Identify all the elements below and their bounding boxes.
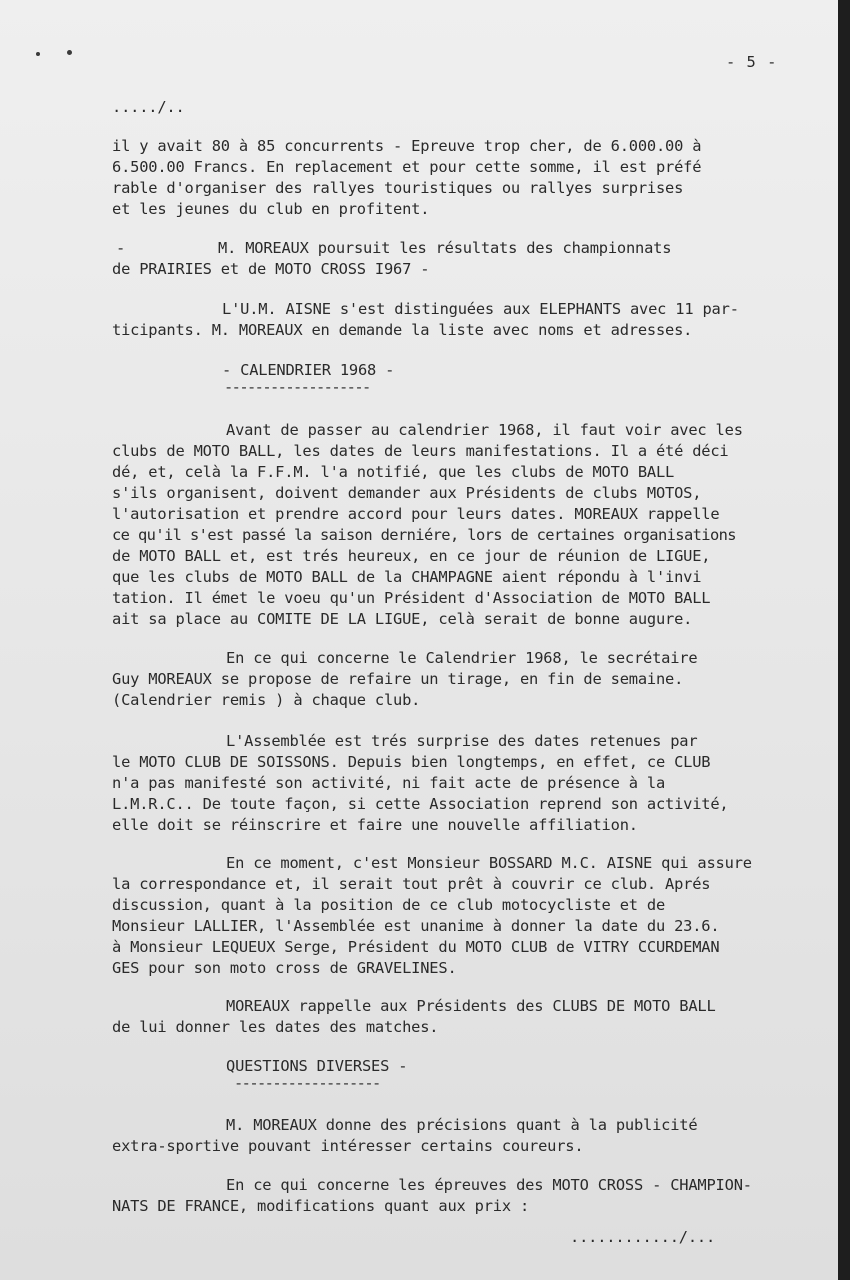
paragraph-line: L'U.M. AISNE s'est distinguées aux ELEPHANTS avec 11 par- (222, 300, 739, 318)
paragraph-line: GES pour son moto cross de GRAVELINES. (112, 959, 457, 977)
paragraph-line: MOREAUX rappelle aux Présidents des CLUBS DE MOTO BALL (226, 997, 716, 1015)
paragraph-line: il y avait 80 à 85 concurrents - Epreuve trop cher, de 6.000.00 à (112, 137, 702, 155)
paragraph-line: de PRAIRIES et de MOTO CROSS I967 - (112, 260, 430, 278)
paragraph-line: En ce qui concerne les épreuves des MOTO CROSS - CHAMPION- (226, 1176, 752, 1194)
heading-underline: ------------------- (234, 1074, 380, 1092)
punch-hole-mark (36, 52, 40, 56)
paragraph-line: Avant de passer au calendrier 1968, il faut voir avec les (226, 421, 743, 439)
page-number: - 5 - (726, 53, 778, 71)
list-dash: - (116, 239, 126, 257)
paragraph-line: discussion, quant à la position de ce club motocycliste et de (112, 896, 666, 914)
paragraph-line: dé, et, celà la F.F.M. l'a notifié, que les clubs de MOTO BALL (112, 463, 675, 481)
paragraph-line: s'ils organisent, doivent demander aux Présidents de clubs MOTOS, (112, 484, 702, 502)
paragraph-line: NATS DE FRANCE, modifications quant aux prix : (112, 1197, 530, 1215)
paragraph-line: et les jeunes du club en profitent. (112, 200, 430, 218)
punch-hole-mark (67, 50, 72, 55)
paragraph-line: à Monsieur LEQUEUX Serge, Président du MOTO CLUB de VITRY CCURDEMAN (112, 938, 720, 956)
paragraph-line: L.M.R.C.. De toute façon, si cette Association reprend son activité, (112, 795, 729, 813)
paragraph-line: (Calendrier remis ) à chaque club. (112, 691, 421, 709)
paragraph-line: l'autorisation et prendre accord pour leurs dates. MOREAUX rappelle (112, 505, 720, 523)
paragraph-line: n'a pas manifesté son activité, ni fait acte de présence à la (112, 774, 666, 792)
paragraph-line: ticipants. M. MOREAUX en demande la liste avec noms et adresses. (112, 321, 693, 339)
paragraph-line: que les clubs de MOTO BALL de la CHAMPAGNE aient répondu à l'invi (112, 568, 702, 586)
section-heading-calendrier: - CALENDRIER 1968 - (222, 361, 395, 379)
paragraph-line: rable d'organiser des rallyes touristiques ou rallyes surprises (112, 179, 684, 197)
continuation-top: ...../.. (112, 98, 185, 116)
paragraph-line: de lui donner les dates des matches. (112, 1018, 439, 1036)
heading-underline: ------------------- (224, 378, 370, 396)
paragraph-line: ce qu'il s'est passé la saison derniére, lors de certaines organisations (112, 526, 736, 544)
paragraph-line: En ce qui concerne le Calendrier 1968, le secrétaire (226, 649, 698, 667)
paragraph-line: En ce moment, c'est Monsieur BOSSARD M.C. AISNE qui assure (226, 854, 752, 872)
paragraph-line: M. MOREAUX poursuit les résultats des championnats (218, 239, 672, 257)
paragraph-line: M. MOREAUX donne des précisions quant à la publicité (226, 1116, 698, 1134)
paragraph-line: 6.500.00 Francs. En replacement et pour cette somme, il est préfé (112, 158, 702, 176)
continuation-bottom: ............/... (570, 1228, 716, 1246)
paragraph-line: L'Assemblée est trés surprise des dates retenues par (226, 732, 698, 750)
paragraph-line: le MOTO CLUB DE SOISSONS. Depuis bien longtemps, en effet, ce CLUB (112, 753, 711, 771)
paragraph-line: ait sa place au COMITE DE LA LIGUE, celà serait de bonne augure. (112, 610, 693, 628)
paragraph-line: tation. Il émet le voeu qu'un Président d'Association de MOTO BALL (112, 589, 711, 607)
paragraph-line: Monsieur LALLIER, l'Assemblée est unanime à donner la date du 23.6. (112, 917, 720, 935)
paragraph-line: de MOTO BALL et, est trés heureux, en ce jour de réunion de LIGUE, (112, 547, 711, 565)
section-heading-questions: QUESTIONS DIVERSES - (226, 1057, 408, 1075)
paragraph-line: la correspondance et, il serait tout prêt à couvrir ce club. Aprés (112, 875, 711, 893)
paragraph-line: Guy MOREAUX se propose de refaire un tirage, en fin de semaine. (112, 670, 684, 688)
paragraph-line: elle doit se réinscrire et faire une nouvelle affiliation. (112, 816, 638, 834)
paragraph-line: extra-sportive pouvant intéresser certains coureurs. (112, 1137, 584, 1155)
paragraph-line: clubs de MOTO BALL, les dates de leurs manifestations. Il a été déci (112, 442, 729, 460)
